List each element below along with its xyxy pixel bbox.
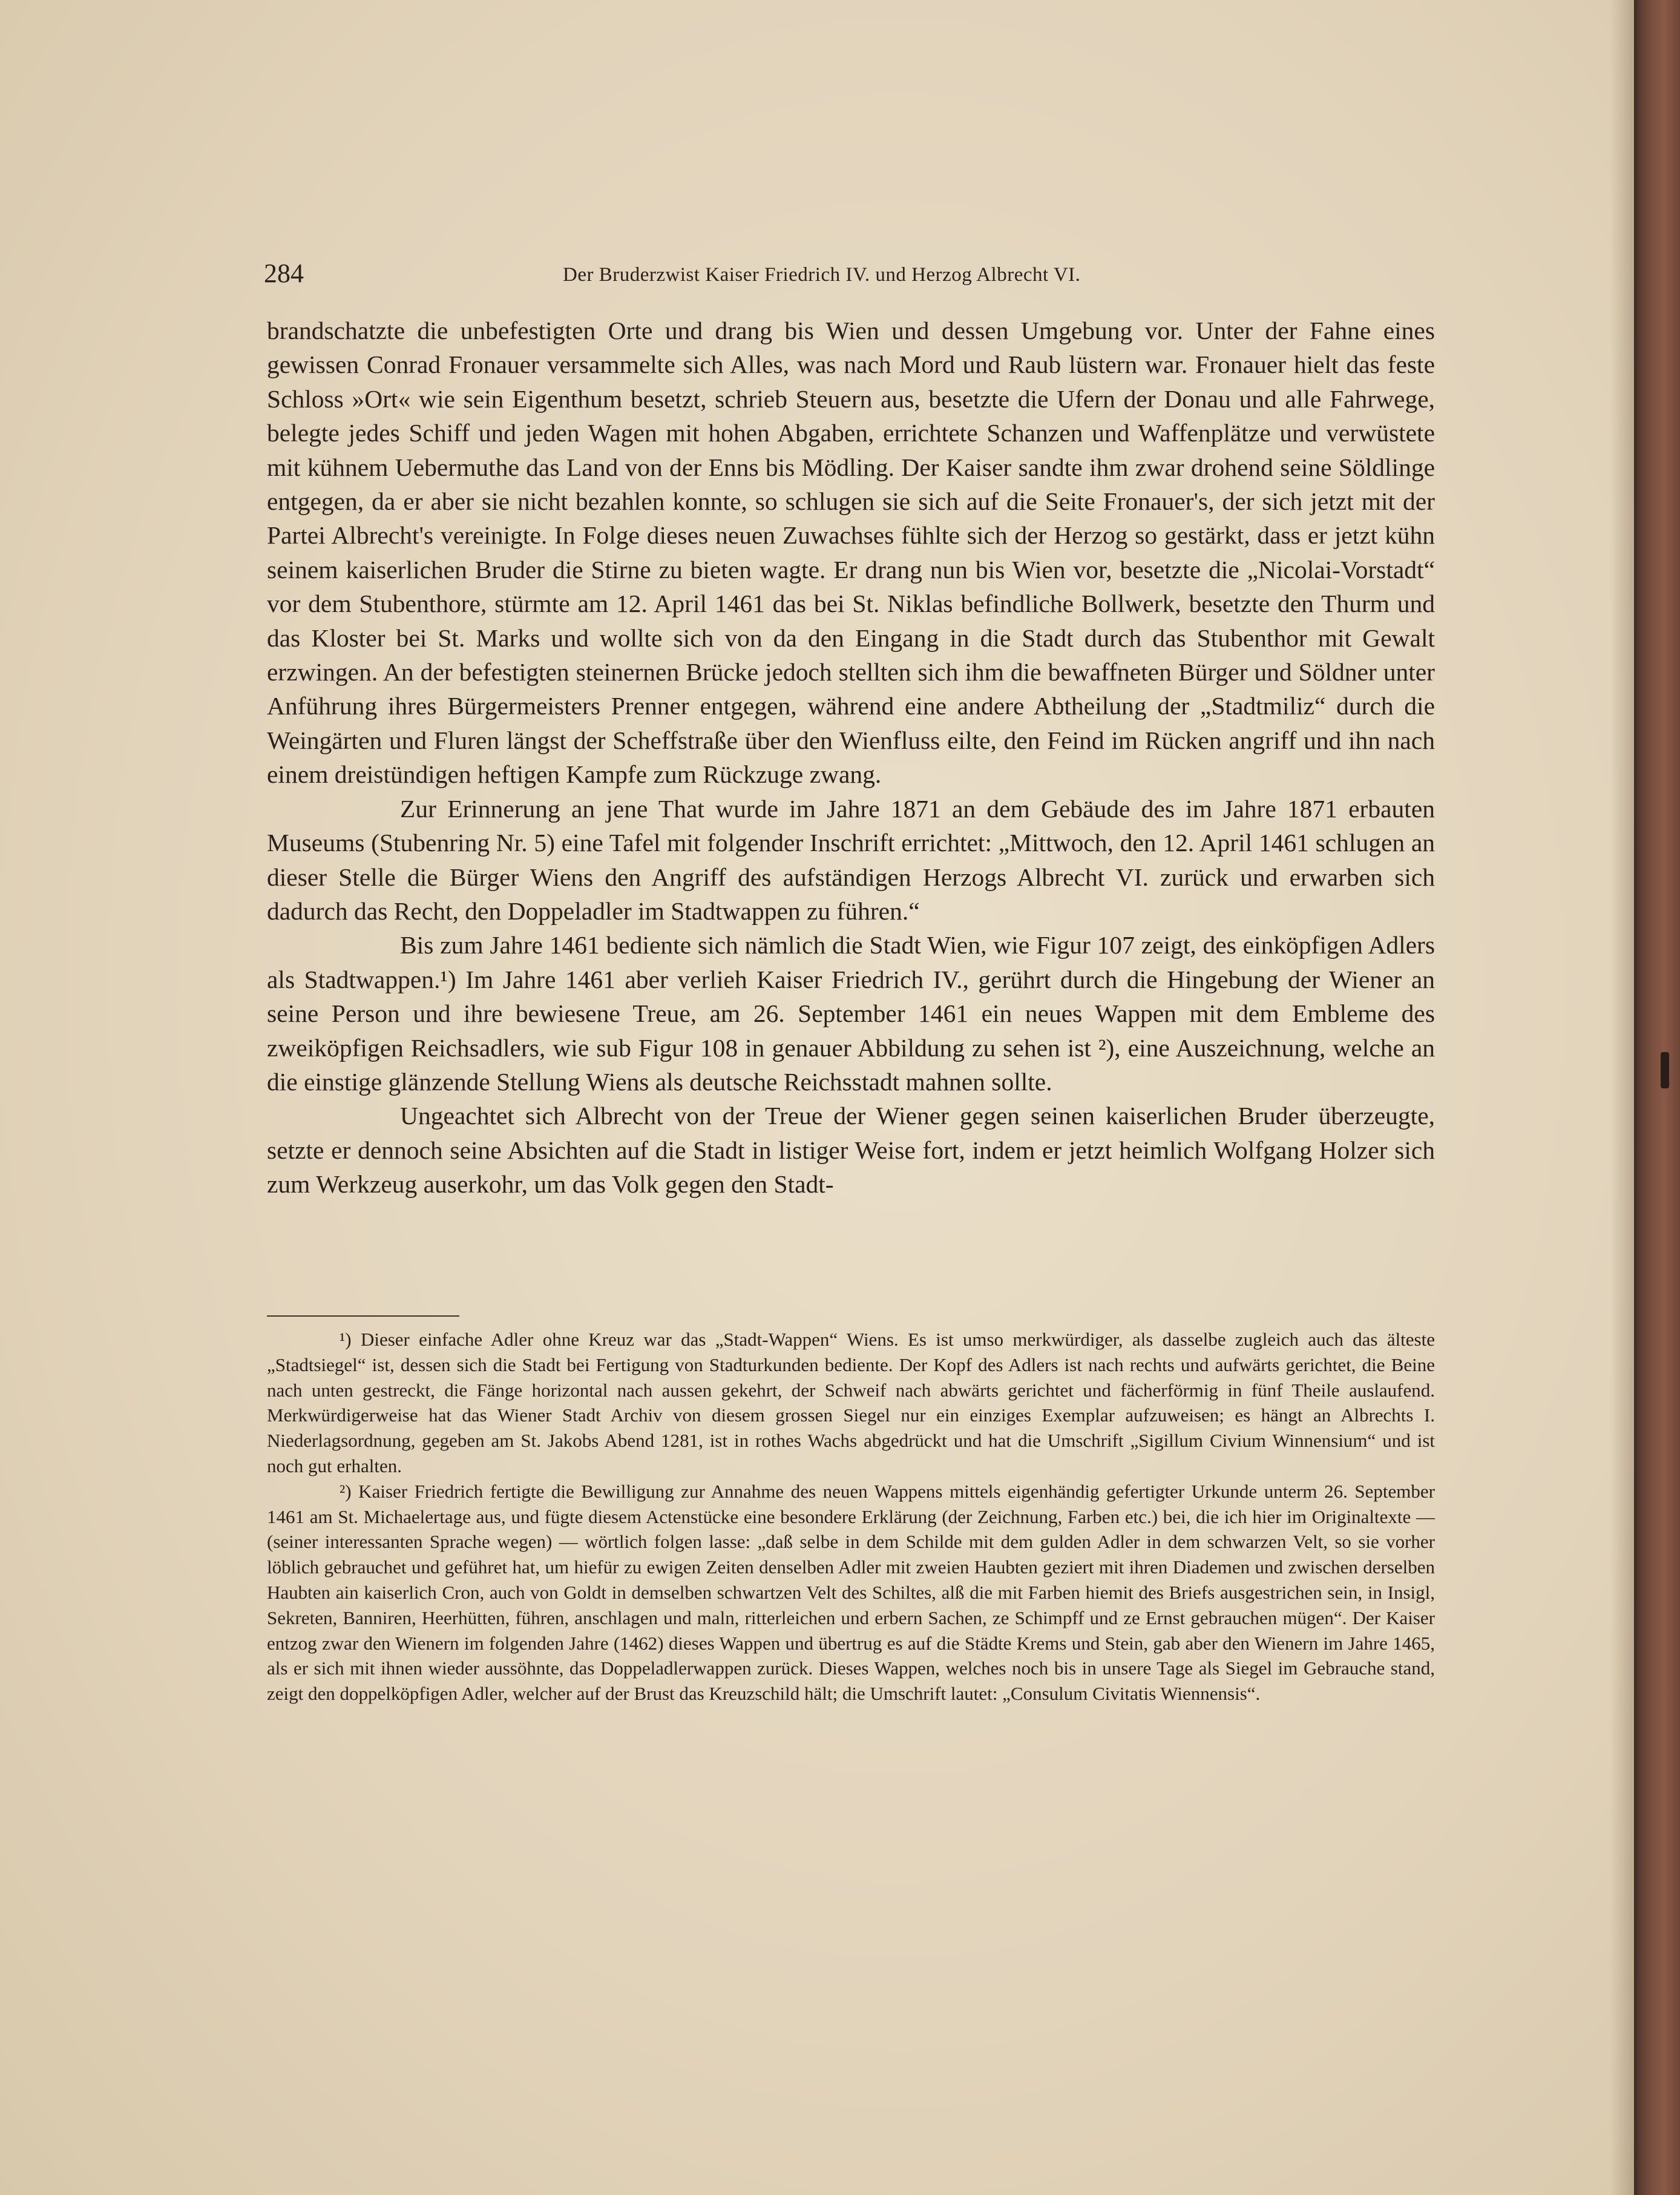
edge-mark (1661, 1052, 1669, 1088)
page-number: 284 (264, 258, 304, 288)
footnote-1: ¹) Dieser einfache Adler ohne Kreuz war das „Stadt-Wappen“ Wiens. Es ist umso merkwürdiger, als dasselbe zugleich auch das älteste „Stadtsiegel“ ist, dessen sich die Stadt bei Fertigung von Stadturkunden bediente. Der Kopf des Adlers ist nach rechts und aufwärts gerichtet, die Beine nach unten gestreckt, die Fänge horizontal nach aussen gekehrt, der Schweif nach abwärts gerichtet und fächerförmig in fünf Theile auslaufend. Merkwürdigerweise hat das Wiener Stadt Archiv von diesem grossen Siegel nur ein einziges Exemplar aufzuweisen; es hängt an Albrechts I. Niederlagsordnung, gegeben am St. Jakobs Abend 1281, ist in rothes Wachs abgedrückt und hat die Umschrift „Sigillum Civium Winnensium“ und ist noch gut erhalten. (267, 1329, 1435, 1476)
footnotes (267, 1327, 1435, 1706)
footnote-2: ²) Kaiser Friedrich fertigte die Bewilligung zur Annahme des neuen Wappens mittels eigenhändig gefertigter Urkunde unterm 26. September 1461 am St. Michaelertage aus, und fügte diesem Actenstücke eine besondere Erklärung (der Zeichnung, Farben etc.) bei, die ich hier im Originaltexte — (seiner interessanten Sprache wegen) — wörtlich folgen lasse: „daß selbe in dem Schilde mit dem gulden Adler in dem schwarzen Velt, so sie vorher löblich gebrauchet und geführet hat, um hiefür zu ewigen Zeiten denselben Adler mit zweien Haubten geziert mit ihren Diademen und zwischen derselben Haubten ain kaiserlich Cron, auch von Goldt in demselben schwartzen Velt des Schiltes, alß die mit Farben hiemit des Briefs ausgestrichen sein, in Insigl, Sekreten, Banniren, Heerhütten, führen, anschlagen und maln, ritterleichen und erbern Sachen, ze Schimpff und ze Ernst gebrauchen mügen“. Der Kaiser entzog zwar den Wienern im folgenden Jahre (1462) dieses Wappen und übertrug es auf die Städte Krems und Stein, gab aber den Wienern im Jahre 1465, als er sich mit ihnen wieder aussöhnte, das Doppeladlerwappen zurück. Dieses Wappen, welches noch bis in unsere Tage als Siegel im Gebrauche stand, zeigt den doppelköpfigen Adler, welcher auf der Brust das Kreuzschild hält; die Umschrift lautet: „Consulum Civitatis Wiennensis“. (267, 1480, 1435, 1705)
book-binding (1634, 0, 1680, 2195)
main-text (267, 314, 1435, 1202)
page-fold-shadow (1610, 0, 1634, 2195)
paragraph-1: brandschatzte die unbefestigten Orte und drang bis Wien und dessen Umgebung vor. Unter der Fahne eines gewissen Conrad Fronauer versammelte sich Alles, was nach Mord und Raub lüstern war. Fronauer hielt das feste Schloss »Ort« wie sein Eigenthum besetzt, schrieb Steuern aus, besetzte die Ufern der Donau und alle Fahrwege, belegte jedes Schiff und jeden Wagen mit hohen Abgaben, errichtete Schanzen und Waffenplätze und verwüstete mit kühnem Uebermuthe das Land von der Enns bis Mödling. Der Kaiser sandte ihm zwar drohend seine Söldlinge entgegen, da er aber sie nicht bezahlen konnte, so schlugen sie sich auf die Seite Fronauer's, der sich jetzt mit der Partei Albrecht's vereinigte. In Folge dieses neuen Zuwachses fühlte sich der Herzog so gestärkt, dass er jetzt kühn seinem kaiserlichen Bruder die Stirne zu bieten wagte. Er drang nun bis Wien vor, besetzte die „Nicolai-Vorstadt“ vor dem Stubenthore, stürmte am 12. April 1461 das bei St. Niklas befindliche Bollwerk, besetzte den Thurm und das Kloster bei St. Marks und wollte sich von da den Eingang in die Stadt durch das Stubenthor mit Gewalt erzwingen. An der befestigten steinernen Brücke jedoch stellten sich ihm die bewaffneten Bürger und Söldner unter Anführung ihres Bürgermeisters Prenner entgegen, während eine andere Abtheilung der „Stadtmiliz“ durch die Weingärten und Fluren längst der Scheffstraße über den Wienfluss eilte, den Feind im Rücken angriff und ihn nach einem dreistündigen heftigen Kampfe zum Rückzuge zwang. (267, 317, 1435, 789)
page-header (264, 253, 1432, 299)
footnote-separator (267, 1315, 459, 1317)
paragraph-3: Bis zum Jahre 1461 bediente sich nämlich die Stadt Wien, wie Figur 107 zeigt, des einköpfigen Adlers als Stadtwappen.¹) Im Jahre 1461 aber verlieh Kaiser Friedrich IV., gerührt durch die Hingebung der Wiener an seine Person und ihre bewiesene Treue, am 26. September 1461 ein neues Wappen mit dem Embleme des zweiköpfigen Reichsadlers, wie sub Figur 108 in genauer Abbildung zu sehen ist ²), eine Auszeichnung, welche an die einstige glänzende Stellung Wiens als deutsche Reichsstadt mahnen sollte. (267, 931, 1435, 1096)
paragraph-4: Ungeachtet sich Albrecht von der Treue der Wiener gegen seinen kaiserlichen Bruder überzeugte, setzte er dennoch seine Absichten auf die Stadt in listiger Weise fort, indem er jetzt heimlich Wolfgang Holzer sich zum Werkzeug auserkohr, um das Volk gegen den Stadt- (267, 1102, 1435, 1199)
running-head: Der Bruderzwist Kaiser Friedrich IV. und Herzog Albrecht VI. (563, 264, 1081, 286)
paragraph-2: Zur Erinnerung an jene That wurde im Jahre 1871 an dem Gebäude des im Jahre 1871 erbauten Museums (Stubenring Nr. 5) eine Tafel mit folgender Inschrift errichtet: „Mittwoch, den 12. April 1461 schlugen an dieser Stelle die Bürger Wiens den Angriff des aufständigen Herzogs Albrecht VI. zurück und erwarben sich dadurch das Recht, den Doppeladler im Stadtwappen zu führen.“ (267, 794, 1435, 925)
